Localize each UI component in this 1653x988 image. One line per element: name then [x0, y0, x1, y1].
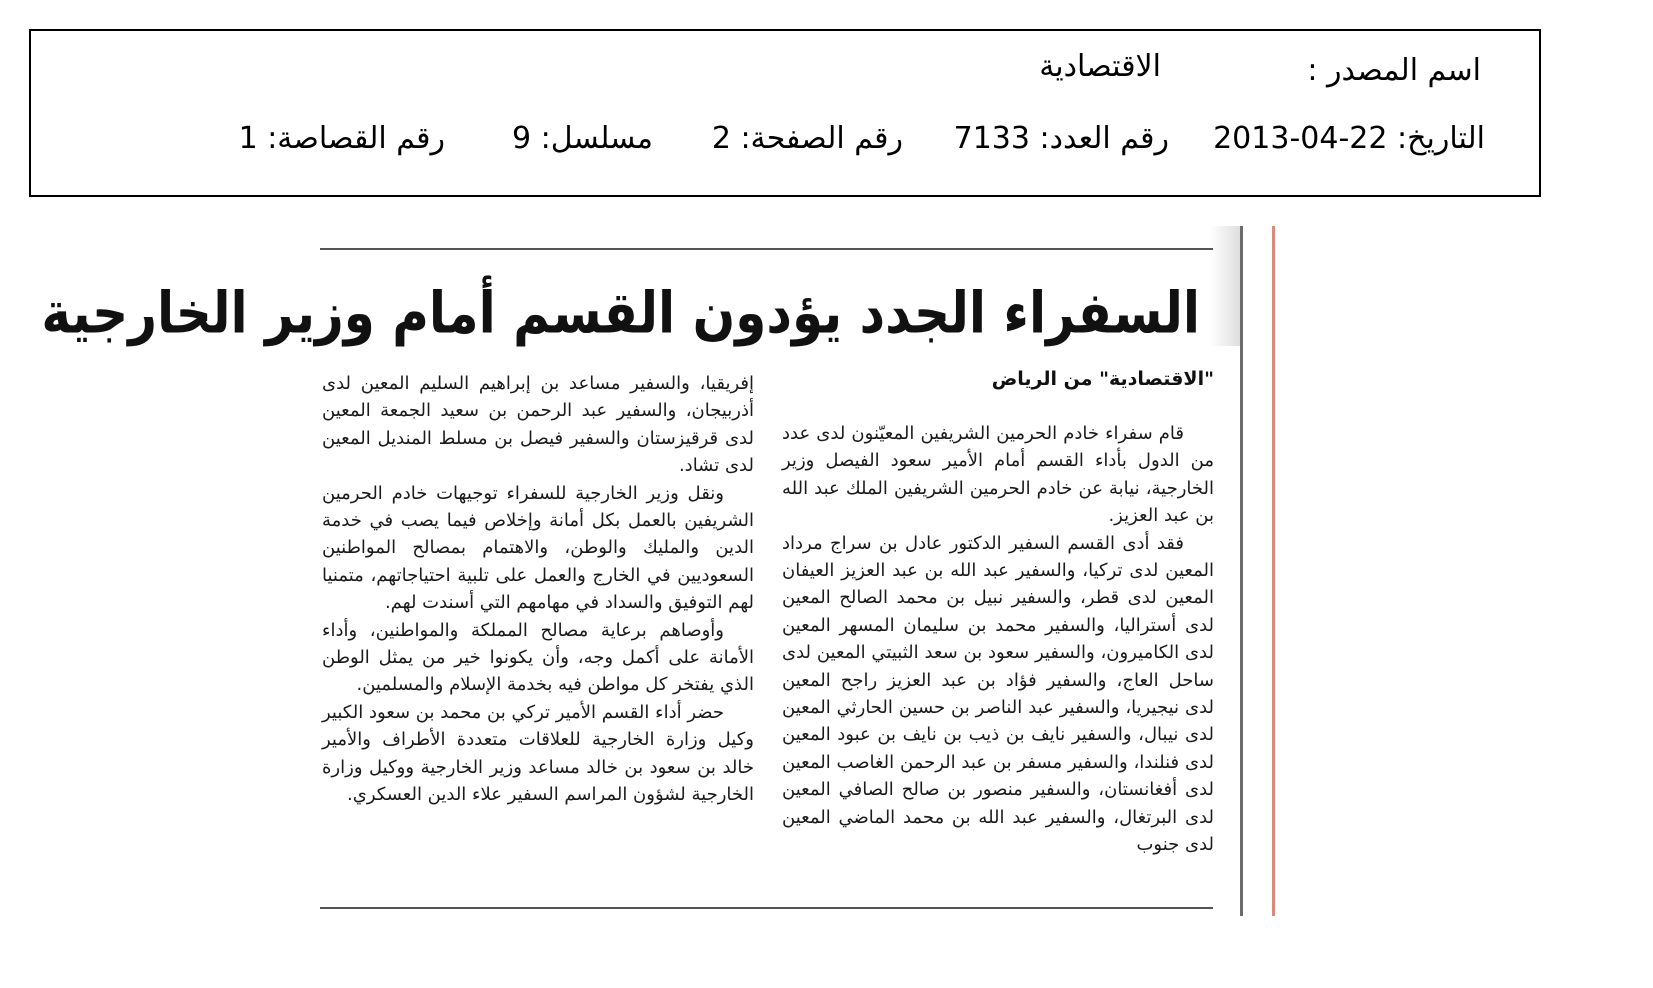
paragraph: ونقل وزير الخارجية للسفراء توجيهات خادم الحرمين الشريفين بالعمل بكل أمانة وإخلاص فيما يصب في خدمة الدين والمليك والوطن، والاهتمام بمصالح المواطنين السعوديين في الخارج والعمل على تلبية احتياجاتهم، متمنيا لهم التوفيق والسداد في مهامهم التي أسندت لهم.: [322, 482, 754, 614]
source-label: اسم المصدر :: [1307, 53, 1481, 88]
paragraph: وأوصاهم برعاية مصالح المملكة والمواطنين، وأداء الأمانة على أكمل وجه، وأن يكونوا خير من يمثل الوطن الذي يفتخر كل مواطن فيه بخدمة الإسلام والمسلمين.: [322, 619, 754, 696]
paragraph: فقد أدى القسم السفير الدكتور عادل بن سراج مرداد المعين لدى تركيا، والسفير عبد الله بن عبد العزيز العيفان المعين لدى قطر، والسفير نبيل بن محمد الصالح المعين لدى أستراليا، والسفير محمد بن سليمان المسهر المعين لدى الكاميرون، والسفير سعود بن سعد الثبيتي المعين لدى ساحل العاج، والسفير فؤاد بن عبد العزيز راجح المعين لدى نيجيريا، والسفير عبد الناصر بن حسين الحارثي المعين لدى نيبال، والسفير نايف بن ذيب بن نايف بن عبود المعين لدى فنلندا، والسفير مسفر بن عبد الرحمن الغاصب المعين لدى أفغانستان، والسفير منصور بن صالح الصافي المعين لدى البرتغال، والسفير عبد الله بن محمد الماضي المعين لدى جنوب: [782, 532, 1214, 856]
article-byline: "الاقتصادية" من الرياض: [991, 368, 1214, 390]
article-headline: السفراء الجدد يؤدون القسم أمام وزير الخارجية: [41, 279, 1200, 347]
page-edge-red-line: [1272, 226, 1275, 916]
issue-number: رقم العدد: 7133: [953, 121, 1169, 156]
page-number: رقم الصفحة: 2: [711, 121, 903, 156]
clip-number: رقم القصاصة: 1: [238, 121, 445, 156]
article-column-left: [322, 370, 754, 809]
paragraph: إفريقيا، والسفير مساعد بن إبراهيم السليم المعين لدى أذربيجان، والسفير عبد الرحمن بن سعيد الجمعة المعين لدى قرقيزستان والسفير فيصل بن مسلط المنديل المعين لدى تشاد.: [322, 373, 754, 477]
date-field: التاريخ: 22-04-2013: [1213, 121, 1485, 156]
article-column-right: [782, 420, 1214, 859]
paragraph: قام سفراء خادم الحرمين الشريفين المعيّنون لدى عدد من الدول بأداء القسم أمام الأمير سعود الفيصل وزير الخارجية، نيابة عن خادم الحرمين الشريفين الملك عبد الله بن عبد العزيز.: [782, 423, 1214, 527]
source-value: الاقتصادية: [1039, 49, 1161, 84]
page-edge-line: [1240, 226, 1243, 916]
paragraph: حضر أداء القسم الأمير تركي بن محمد بن سعود الكبير وكيل وزارة الخارجية للعلاقات متعددة الأطراف والأمير خالد بن سعود بن خالد مساعد وزير الخارجية ووكيل وزارة الخارجية لشؤون المراسم السفير علاء الدين العسكري.: [322, 701, 754, 806]
page-fold-shadow: [1210, 226, 1240, 346]
serial-number: مسلسل: 9: [512, 121, 653, 156]
top-rule: [320, 248, 1213, 250]
bottom-rule: [320, 907, 1213, 909]
newspaper-clipping: [41, 226, 1278, 926]
clipping-header-box: [29, 29, 1541, 197]
